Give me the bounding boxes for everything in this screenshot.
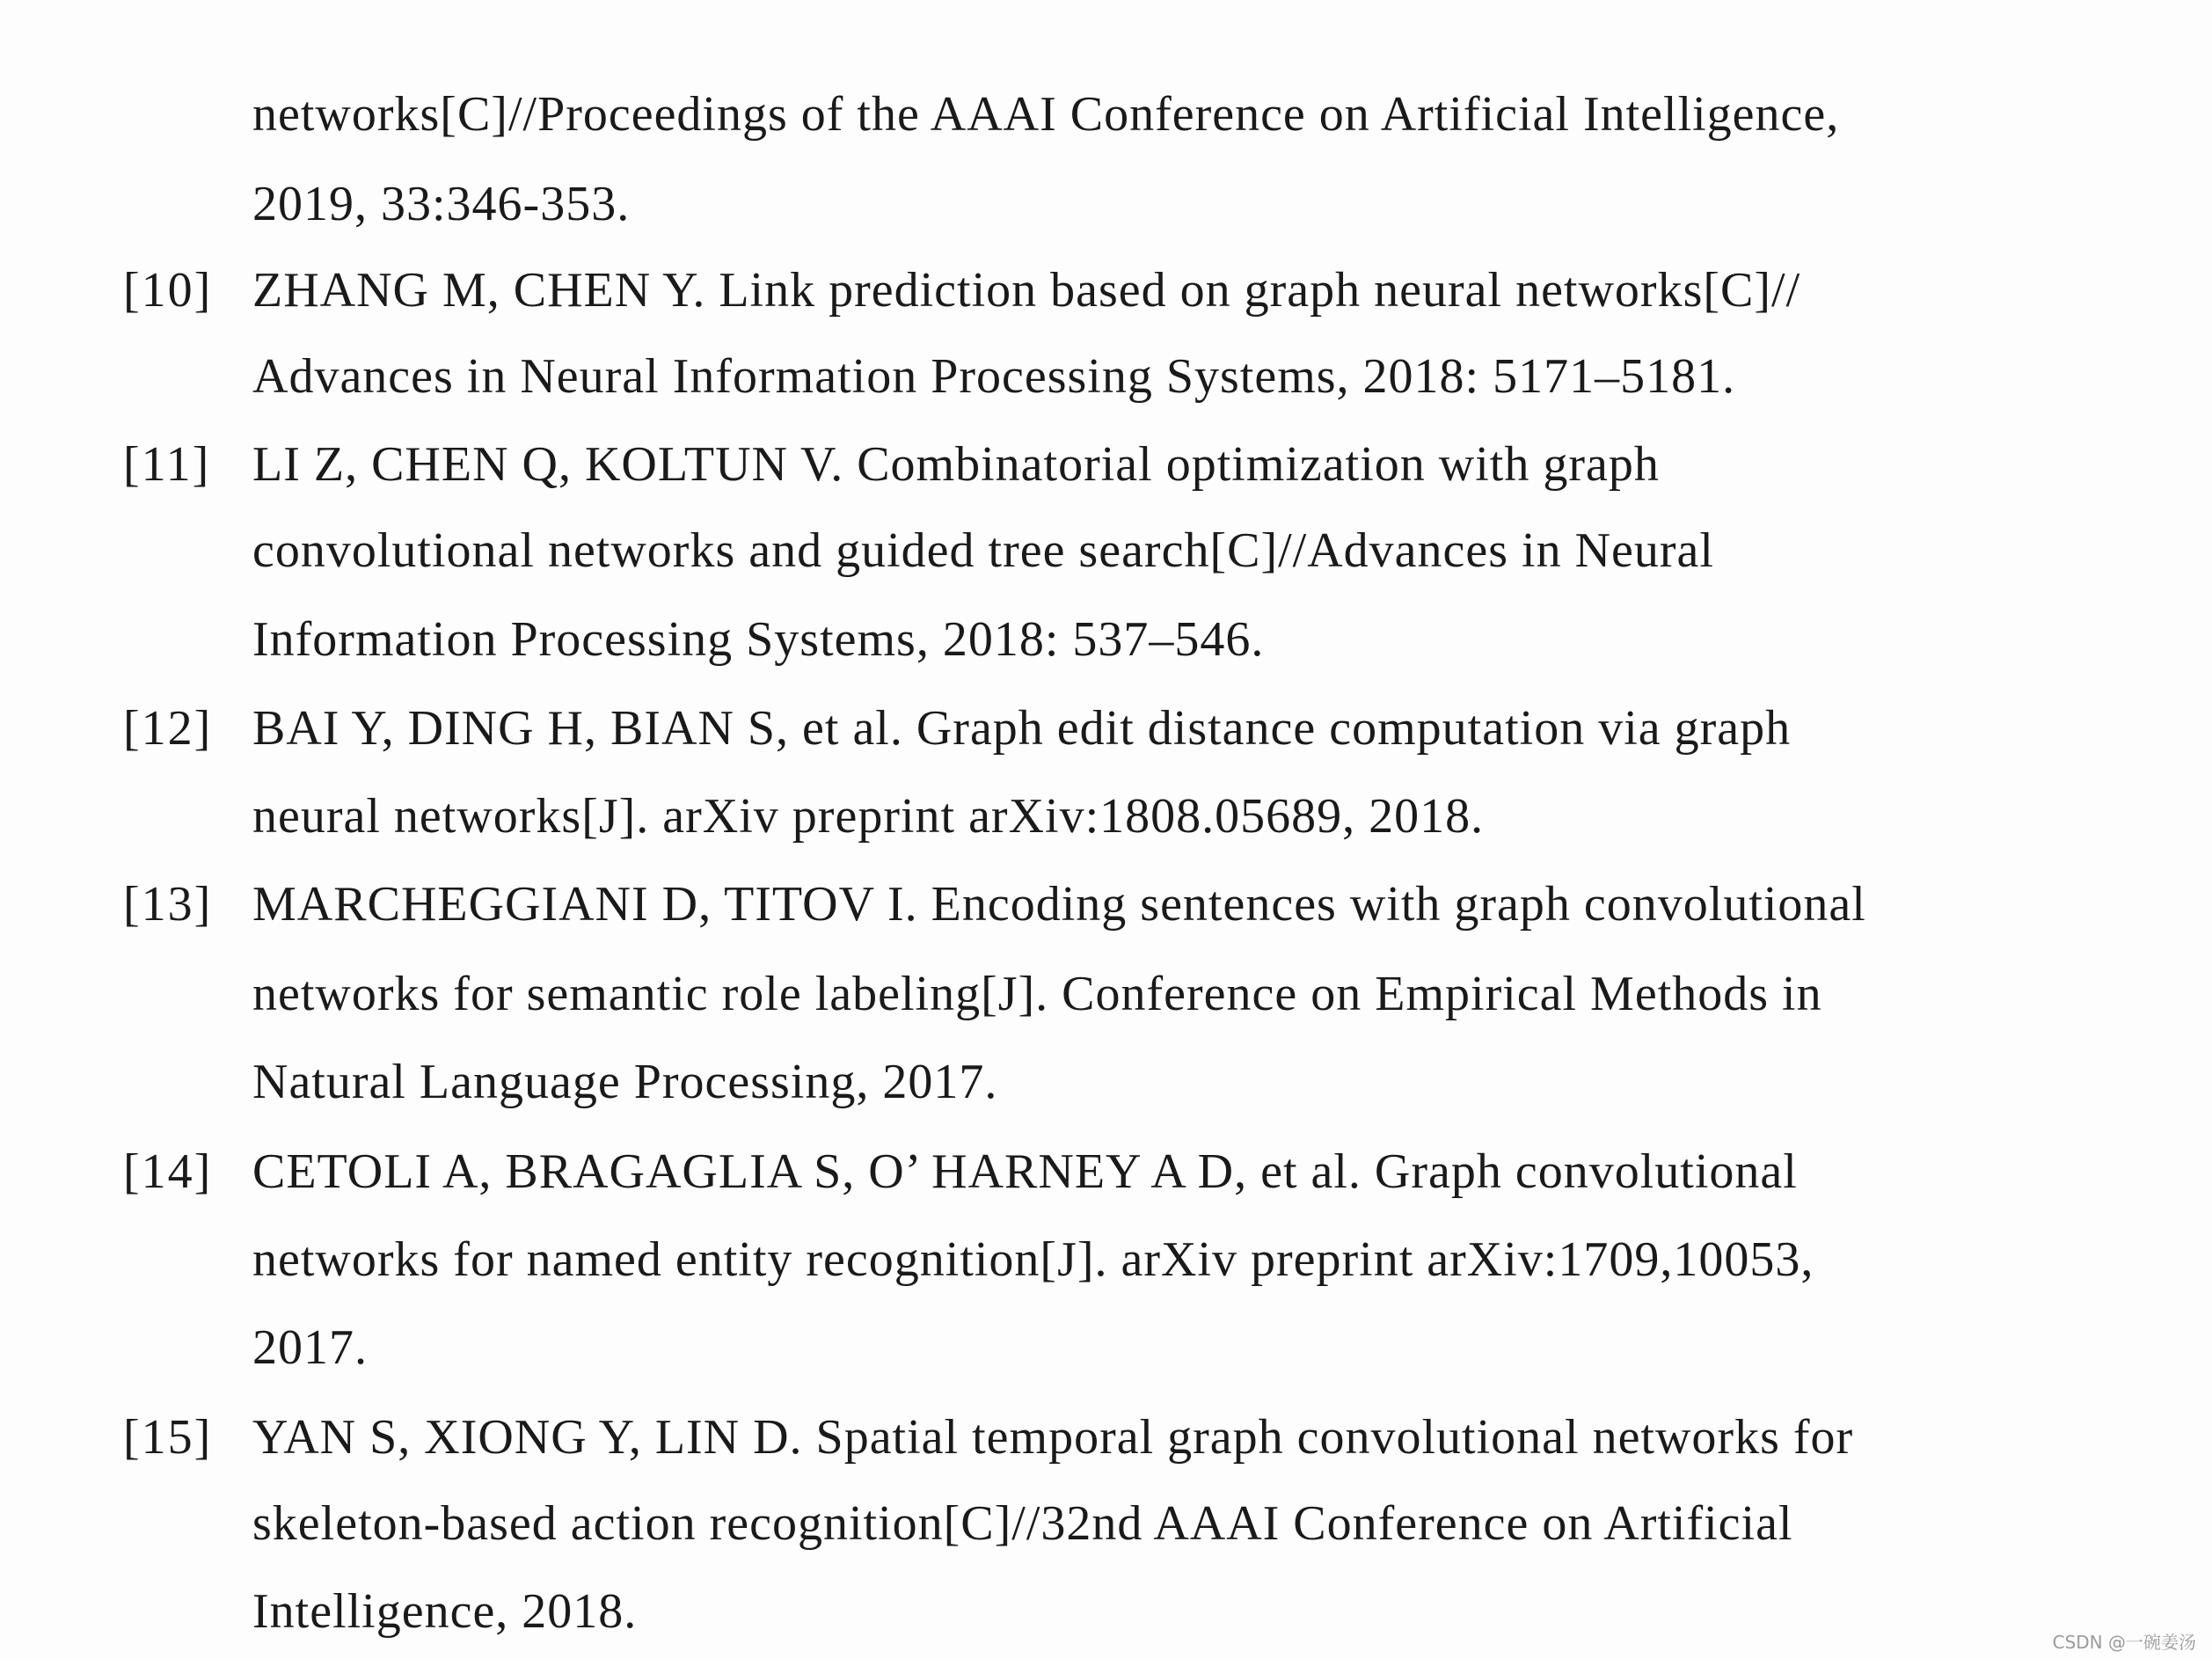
reference-number: [13]: [123, 877, 213, 932]
reference-line: BAI Y, DING H, BIAN S, et al. Graph edit distance computation via graph: [252, 701, 1792, 756]
reference-line: networks for named entity recognition[J]. arXiv preprint arXiv:1709,10053,: [252, 1232, 1814, 1287]
reference-line: Information Processing Systems, 2018: 537–546.: [252, 612, 1265, 667]
reference-line: networks[C]//Proceedings of the AAAI Conference on Artificial Intelligence,: [252, 87, 1840, 142]
reference-line: Advances in Neural Information Processing Systems, 2018: 5171–5181.: [252, 349, 1736, 404]
reference-line: Intelligence, 2018.: [252, 1584, 638, 1639]
reference-line: Natural Language Processing, 2017.: [252, 1055, 998, 1109]
reference-line: LI Z, CHEN Q, KOLTUN V. Combinatorial optimization with graph: [252, 437, 1660, 492]
watermark: CSDN @一碗姜汤: [2052, 1632, 2196, 1653]
reference-line: 2019, 33:346-353.: [252, 177, 631, 231]
reference-line: 2017.: [252, 1320, 368, 1375]
reference-line: convolutional networks and guided tree search[C]//Advances in Neural: [252, 523, 1714, 578]
reference-line: skeleton-based action recognition[C]//32nd AAAI Conference on Artificial: [252, 1496, 1793, 1551]
reference-line: neural networks[J]. arXiv preprint arXiv:1808.05689, 2018.: [252, 789, 1485, 844]
reference-number: [10]: [123, 263, 213, 318]
reference-number: [15]: [123, 1410, 213, 1465]
reference-number: [12]: [123, 701, 213, 756]
reference-number: [14]: [123, 1144, 213, 1199]
reference-line: ZHANG M, CHEN Y. Link prediction based on graph neural networks[C]//: [252, 263, 1801, 318]
reference-line: YAN S, XIONG Y, LIN D. Spatial temporal graph convolutional networks for: [252, 1410, 1854, 1465]
reference-number: [11]: [123, 437, 211, 492]
reference-line: CETOLI A, BRAGAGLIA S, O’ HARNEY A D, et al. Graph convolutional: [252, 1144, 1798, 1199]
reference-line: MARCHEGGIANI D, TITOV I. Encoding sentences with graph convolutional: [252, 877, 1866, 932]
reference-line: networks for semantic role labeling[J]. Conference on Empirical Methods in: [252, 967, 1822, 1021]
